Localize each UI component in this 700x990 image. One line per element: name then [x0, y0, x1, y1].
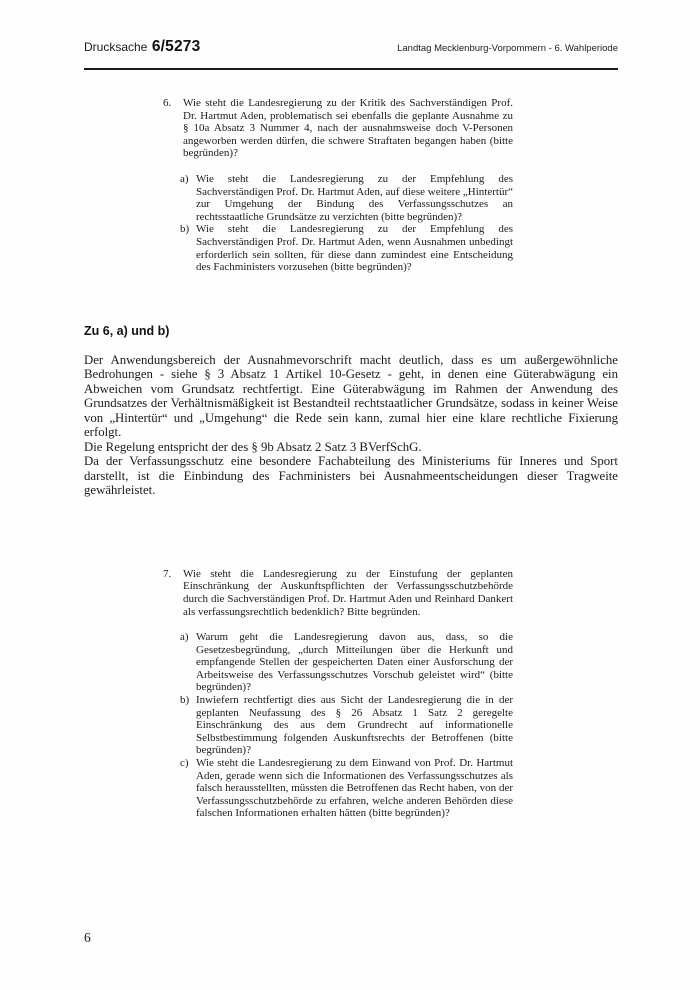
answer-6-paragraph-2: Die Regelung entspricht der des § 9b Absatz 2 Satz 3 BVerfSchG. — [84, 439, 422, 454]
page-header — [84, 38, 618, 56]
question-6-text: Wie steht die Landesregierung zu der Kritik des Sachverständigen Prof. Dr. Hartmut Aden, problematisch sei ebenfalls die geplante Ausnahme zu § 10a Absatz 3 Nummer 4, nach der ausnahmsweise doch V-Personen angeworben werden dürfen, die schwere Straftaten begangen haben (bitte begründen)? — [183, 97, 513, 160]
question-7a — [180, 631, 513, 694]
question-6b-label: b) — [180, 223, 190, 236]
header-rule — [84, 68, 618, 70]
question-7-subitems — [180, 631, 513, 820]
question-7b-label: b) — [180, 694, 190, 707]
question-7a-text: Warum geht die Landesregierung davon aus, dass, so die Gesetzesbegründung, „durch Mitteilungen über die Herkunft und empfangende Stellen der gespeicherten Daten einer Ausforschung der Arbeitsweise des Verfassungsschutzes Vorschub geleistet wird“ (bitte begründen)? — [196, 631, 513, 694]
document-number — [84, 38, 200, 56]
question-6 — [163, 97, 513, 274]
parliament-header: Landtag Mecklenburg-Vorpommern - 6. Wahlperiode — [397, 43, 618, 54]
question-6a-label: a) — [180, 172, 189, 185]
question-7 — [163, 568, 513, 820]
answer-6-paragraph-1: Der Anwendungsbereich der Ausnahmevorschrift macht deutlich, dass es um außergewöhnliche Bedrohungen - siehe § 3 Absatz 1 Artikel 10-Gesetz - geht, in denen eine Güterabwägung ein Abweichen vom Grundsatz rechtfertigt. Eine Güterabwägung im Rahmen der Anwendung des Grundsatzes der Verhältnismäßigkeit ist Bestandteil rechtstaatlicher Grundsätze, sodass in keiner Weise von „Hintertür“ und „Umgehung“ die Rede sein kann, zumal hier eine klare rechtliche Fixierung erfolgt. — [84, 352, 618, 440]
question-7a-label: a) — [180, 631, 189, 644]
question-6a — [180, 173, 513, 223]
question-6b — [180, 223, 513, 273]
question-6b-text: Wie steht die Landesregierung zu der Empfehlung des Sachverständigen Prof. Dr. Hartmut Aden, wenn Ausnahmen unbedingt erforderlich sein sollten, für diese dann zumindest eine Entscheidung des Fachministers vorzusehen (bitte begründen)? — [196, 223, 513, 274]
answer-6-paragraph-3: Da der Verfassungsschutz eine besondere Fachabteilung des Ministeriums für Inneres und Sport darstellt, ist die Einbindung des Fachministers bei Ausnahmeentscheidungen dieser Tragweite gewährleistet. — [84, 454, 618, 498]
document-label: Drucksache — [84, 40, 148, 54]
question-7-main — [163, 568, 513, 618]
question-7-number: 7. — [163, 567, 172, 580]
question-7b-text: Inwiefern rechtfertigt dies aus Sicht der Landesregierung die in der geplanten Neufassung des § 26 Absatz 1 Satz 2 geregelte Einschränkung des aus dem Grundrecht auf informationelle Selbstbestimmung folgenden Auskunftsrechts der Betroffenen (bitte begründen)? — [196, 694, 513, 757]
question-7c — [180, 757, 513, 820]
document-number-value: 6/5273 — [151, 38, 201, 55]
document-body — [84, 97, 618, 820]
question-7b — [180, 694, 513, 757]
question-7-text: Wie steht die Landesregierung zu der Einstufung der geplanten Einschränkung der Auskunftspflichten der Verfassungsschutzbehörde durch die Sachverständigen Prof. Dr. Hartmut Aden und Reinhard Dankert als verfassungsrechtlich bedenklich? Bitte begründen. — [183, 567, 513, 618]
answer-6 — [84, 324, 618, 498]
page-number: 6 — [84, 930, 91, 945]
question-7c-text: Wie steht die Landesregierung zu dem Einwand von Prof. Dr. Hartmut Aden, gerade wenn sich die Informationen des Verfassungsschutzes als falsch herausstellten, müssten die Betroffenen das Recht haben, von der Verfassungsschutzbehörde zu erfahren, welche anderen Behörden diese falschen Informationen erhalten hätten (bitte begründen)? — [196, 757, 513, 820]
question-6-number: 6. — [163, 97, 172, 109]
question-6-main — [163, 97, 513, 160]
answer-6-heading: Zu 6, a) und b) — [84, 323, 170, 338]
question-6-subitems — [180, 173, 513, 274]
question-6a-text: Wie steht die Landesregierung zu der Empfehlung des Sachverständigen Prof. Dr. Hartmut Aden, auf diese weitere „Hintertür“ zur Umgehung der Bindung des Verfassungsschutzes an rechtsstaatliche Grundsätze zu verzichten (bitte begründen)? — [196, 172, 513, 223]
question-7c-label: c) — [180, 757, 189, 770]
